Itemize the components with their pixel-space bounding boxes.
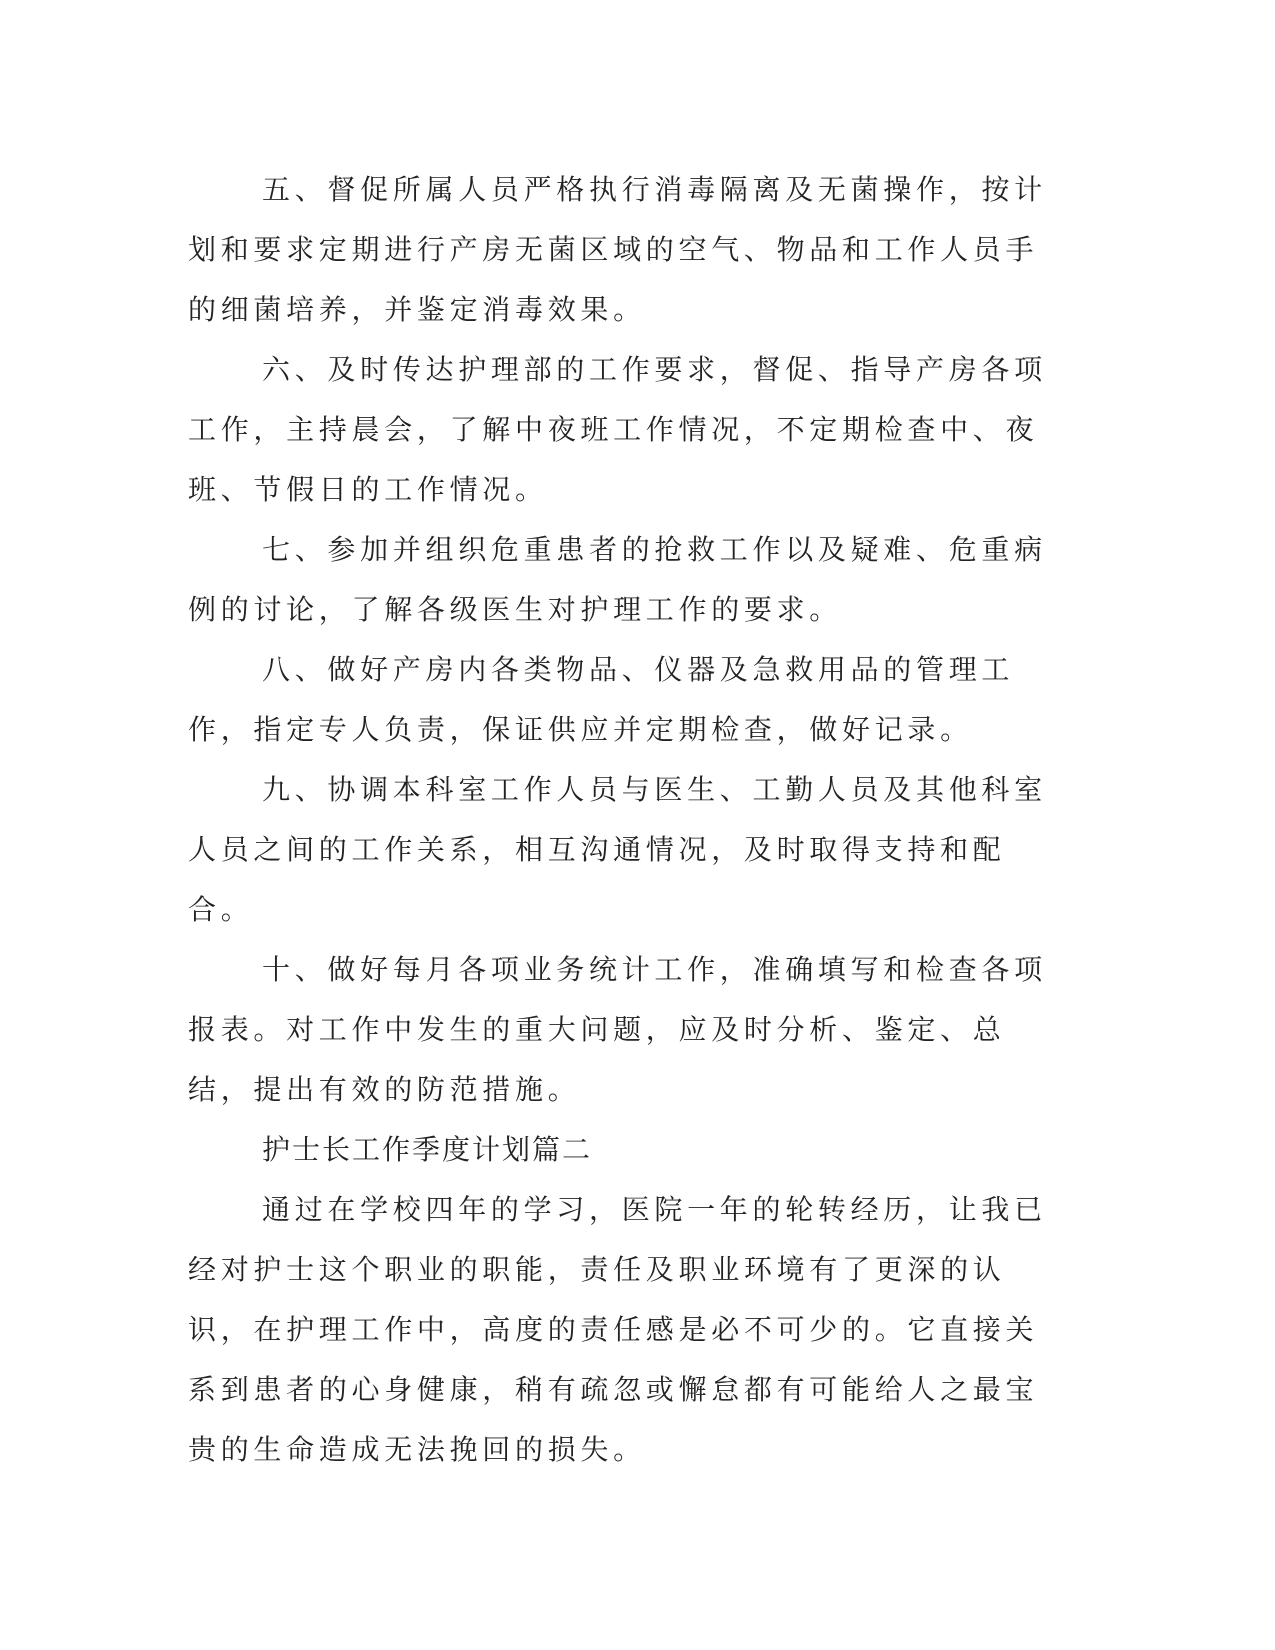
paragraph-item-10: 十、做好每月各项业务统计工作，准确填写和检查各项报表。对工作中发生的重大问题，应及时分析、鉴定、总结，提出有效的防范措施。 [188,953,1047,1106]
paragraph-item-8: 八、做好产房内各类物品、仪器及急救用品的管理工作，指定专人负责，保证供应并定期检查，做好记录。 [188,653,1015,746]
document-body [188,160,1068,1480]
paragraph-item-5: 五、督促所属人员严格执行消毒隔离及无菌操作，按计划和要求定期进行产房无菌区域的空气、物品和工作人员手的细菌培养，并鉴定消毒效果。 [188,173,1047,326]
paragraph-item-6: 六、及时传达护理部的工作要求，督促、指导产房各项工作，主持晨会，了解中夜班工作情况，不定期检查中、夜班、节假日的工作情况。 [188,353,1047,506]
paragraph-item-7: 七、参加并组织危重患者的抢救工作以及疑难、危重病例的讨论，了解各级医生对护理工作的要求。 [188,533,1047,626]
closing-paragraph: 通过在学校四年的学习，医院一年的轮转经历，让我已经对护士这个职业的职能，责任及职业环境有了更深的认识，在护理工作中，高度的责任感是必不可少的。它直接关系到患者的心身健康，稍有疏忽或懈怠都有可能给人之最宝贵的生命造成无法挽回的损失。 [188,1193,1047,1466]
section-heading: 护士长工作季度计划篇二 [262,1133,593,1166]
paragraph-item-9: 九、协调本科室工作人员与医生、工勤人员及其他科室人员之间的工作关系，相互沟通情况，及时取得支持和配合。 [188,773,1047,926]
